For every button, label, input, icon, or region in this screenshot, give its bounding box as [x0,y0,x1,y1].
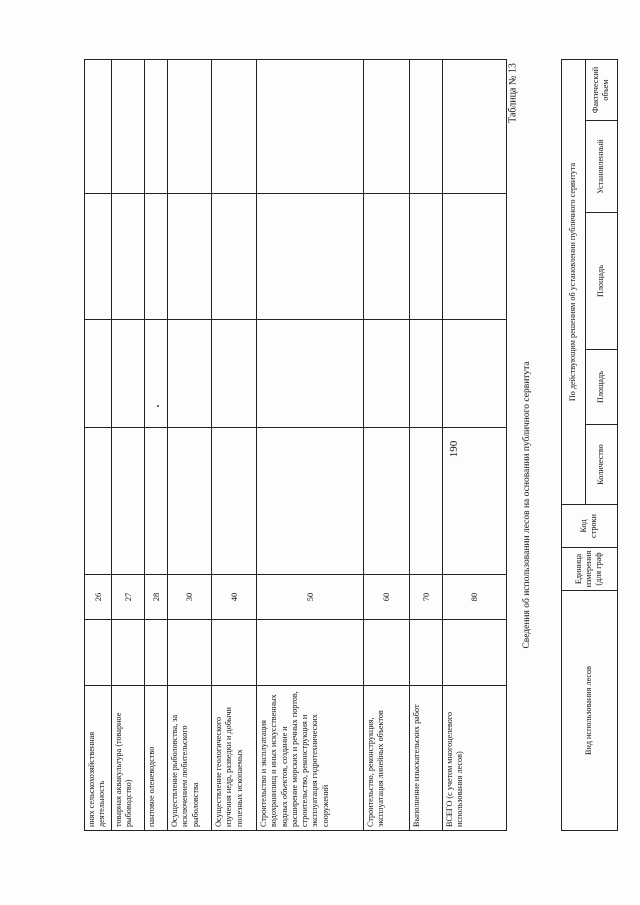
row-label: Осуществление геологического изучения недр, разведки и добычи полезных ископаемых [212,686,257,831]
table-row [168,60,212,831]
row-label: ннях сельскохозяйственная деятельность [85,686,112,831]
header-code: Код строки [561,505,617,548]
row-code: 80 [443,575,507,620]
row-label: ВСЕГО (с учетом многоцелевого использования лесов) [443,686,507,831]
table-row [257,60,364,831]
table-number-label: Таблица № 13 [507,63,519,123]
table-row [410,60,443,831]
row-label: Строительство и эксплуатация водохранилищ и иных искусственных водных объектов, создание и расширение морских и речных портов, строительство, реконструкция и эксплуатация гидротехнических сооружений [257,686,364,831]
row-label: товарная аквакультура (товарное рыбоводство) [112,686,145,831]
table-row [85,60,112,831]
header-area2: Площадь [585,213,617,350]
scan-speck [157,405,159,407]
row-code: 40 [212,575,257,620]
row-label: Осуществление рыболовства, за исключением любительского рыболовства [168,686,212,831]
header-unit: Единица измерения (для граф [561,548,617,591]
row-code: 30 [168,575,212,620]
table-row [364,60,410,831]
table-row [443,60,507,831]
table13-header [537,59,618,831]
page-number: 190 [448,440,460,458]
table13-header-wrapper [537,60,617,831]
row-code: 60 [364,575,410,620]
header-kind: Вид использования лесов [561,591,617,831]
row-label: пантовое оленеводство [145,686,168,831]
header-actual: Фактический объем [585,60,617,121]
row-code: 50 [257,575,364,620]
continuation-table-wrapper [84,60,506,831]
row-code: 26 [85,575,112,620]
row-code: 70 [410,575,443,620]
table-row [212,60,257,831]
table-row [112,60,145,831]
header-group: По действующим решениям об установлении публичного сервитута [561,60,585,505]
continuation-table [84,59,507,831]
row-code: 28 [145,575,168,620]
row-label: Строительство, реконструкция, эксплуатация линейных объектов [364,686,410,831]
header-area1: Площадь [585,350,617,425]
table-row [145,60,168,831]
table-title: Сведения об использовании лесов на основании публичного сервитута [522,361,532,649]
row-label: Выполнение изыскательских работ [410,686,443,831]
row-code: 27 [112,575,145,620]
header-established: Установленный [585,121,617,213]
header-count: Количество [585,425,617,505]
